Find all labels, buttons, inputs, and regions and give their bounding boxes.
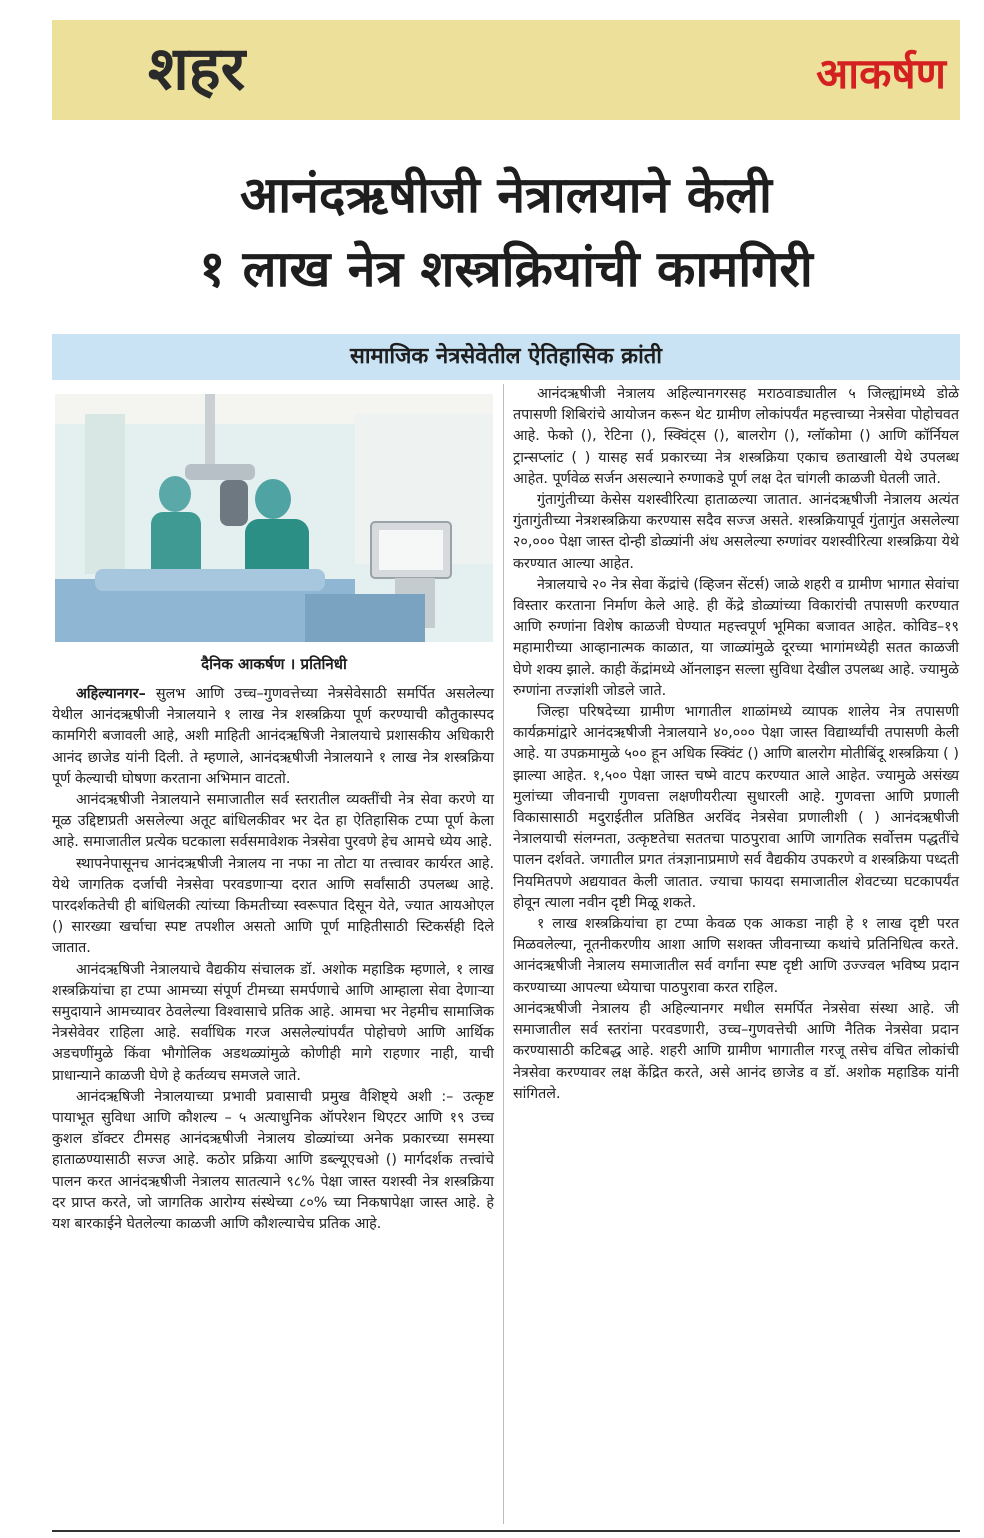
paragraph: आनंदऋषिजी नेत्रालयाच्या प्रभावी प्रवासाची प्रमुख वैशिष्ट्ये अशी :– उत्कृष्ट पायाभूत सुविधा आणि कौशल्य – ५ अत्याधुनिक ऑपरेशन थिएटर आणि १९ उच्च कुशल डॉक्टर टीमसह आनंदऋषीजी नेत्रालय डोळ्यांच्या अनेक प्रकारच्या समस्या हाताळण्यासाठी सज्ज आहे. कठोर प्रक्रिया आणि डब्ल्यूएचओ () मार्गदर्शक तत्त्वांचे पालन करत आनंदऋषीजी नेत्रालय सातत्याने ९८% पेक्षा जास्त यशस्वी नेत्र शस्त्रक्रिया दर प्राप्त करते, जो जागतिक आरोग्य संस्थेच्या ८०% च्या निकषापेक्षा जास्त आहे. हे यश बारकाईने घेतलेल्या काळजी आणि कौशल्याचेच प्रतिक आहे. xyxy=(52,1088,494,1233)
paragraph xyxy=(52,684,494,790)
paper-name: आकर्षण xyxy=(816,49,946,98)
dateline: अहिल्यानगर– xyxy=(76,686,146,702)
paragraph: आनंदऋषीजी नेत्रालय ही अहिल्यानगर मधील समर्पित नेत्रसेवा संस्था आहे. जी समाजातील सर्व स्तरांना परवडणारी, उच्च–गुणवत्तेची आणि नैतिक नेत्रसेवा प्रदान करण्यासाठी कटिबद्ध आहे. शहरी आणि ग्रामीण भागातील गरजू तसेच वंचित लोकांची नेत्रसेवा करण्यावर लक्ष केंद्रित करते, असे आनंद छाजेड व डॉ. अशोक महाडिक यांनी सांगितले. xyxy=(513,1000,959,1102)
column-divider xyxy=(503,384,504,1524)
paragraph: १ लाख शस्त्रक्रियांचा हा टप्पा केवळ एक आकडा नाही हे १ लाख दृष्टी परत मिळवलेल्या, नूतनीकरणीय आशा आणि सशक्त जीवनाच्या कथांचे प्रतिनिधित्व करते. आनंदऋषीजी नेत्रालय समाजातील सर्व वर्गांना स्पष्ट दृष्टी आणि उज्ज्वल भविष्य प्रदान करण्याच्या आपल्या ध्येयाचा पाठपुरावा करत राहिल. xyxy=(513,916,959,996)
bottom-rule xyxy=(52,1530,960,1532)
article-left-column xyxy=(52,684,494,1235)
paragraph: नेत्रालयाचे २० नेत्र सेवा केंद्रांचे (व्हिजन सेंटर्स) जाळे शहरी व ग्रामीण भागात सेवांचा विस्तार करताना निर्माण केले आहे. ही केंद्रे डोळ्यांच्या विकारांची तपासणी करण्यात आणि रुग्णांना विशेष काळजी घेण्यात महत्त्वपूर्ण भूमिका बजावत आहेत. कोविड–१९ महामारीच्या आव्हानात्मक काळात, या जाळ्यांमुळे दूरच्या भागांमध्येही सतत काळजी घेणे शक्य झाले. काही केंद्रांमध्ये ऑनलाइन सल्ला सुविधा देखील उपलब्ध आहे. ज्यामुळे रुग्णांना तज्ज्ञांशी जोडले जाते. xyxy=(513,576,959,699)
headline-line-1: आनंदऋषीजी नेत्रालयाने केली xyxy=(240,166,772,224)
paragraph-text: सुलभ आणि उच्च–गुणवत्तेच्या नेत्रसेवेसाठी समर्पित असलेल्या येथील आनंदऋषीजी नेत्रालयाने १ लाख नेत्र शस्त्रक्रिया पूर्ण करण्याची कौतुकास्पद कामगिरी बजावली आहे, अशी माहिती आनंदऋषिजी नेत्रालयाचे प्रशासकीय अधिकारी आनंद छाजेड यांनी दिली. ते म्हणाले, आनंदऋषीजी नेत्रालयाने १ लाख नेत्र शस्त्रक्रिया पूर्ण केल्याची घोषणा करताना अभिमान वाटतो. xyxy=(52,686,494,787)
operating-room-image xyxy=(55,394,493,642)
paragraph: जिल्हा परिषदेच्या ग्रामीण भागातील शाळांमध्ये व्यापक शालेय नेत्र तपासणी कार्यक्रमांद्वारे आनंदऋषीजी नेत्रालयाने ४०,००० पेक्षा जास्त विद्यार्थ्यांची तपासणी केली आहे. या उपक्रमामुळे ५०० हून अधिक स्क्विंट () आणि बालरोग मोतीबिंदू शस्त्रक्रिया ( ) झाल्या आहेत. १,५०० पेक्षा जास्त चष्मे वाटप करण्यात आले आहेत. ज्यामुळे असंख्य मुलांच्या जीवनाची गुणवत्ता लक्षणीयरीत्या सुधारली आहे. गुणवत्ता आणि प्रणाली विकासासाठी मदुराईतील प्रतिष्ठित अरविंद नेत्रसेवा प्रणालीशी ( ) आनंदऋषीजी नेत्रालयाची संलग्नता, उत्कृष्टतेचा सततचा पाठपुरावा आणि जागतिक सर्वोत्तम पद्धतींचे पालन दर्शवते. जगातील प्रगत तंत्रज्ञानाप्रमाणे सर्व वैद्यकीय उपकरणे व शस्त्रक्रिया पध्दती नियमितपणे अद्ययावत केली जातात. ज्याचा फायदा समाजातील शेवटच्या घटकापर्यंत होवून त्याला नवीन दृष्टी मिळू शकते. xyxy=(513,704,959,911)
headline xyxy=(52,158,960,306)
headline-line-2: १ लाख नेत्र शस्त्रक्रियांची कामगिरी xyxy=(199,240,813,298)
subheadline: सामाजिक नेत्रसेवेतील ऐतिहासिक क्रांती xyxy=(349,344,662,369)
paragraph: आनंदऋषिजी नेत्रालयाचे वैद्यकीय संचालक डॉ. अशोक महाडिक म्हणाले, १ लाख शस्त्रक्रियांचा हा टप्पा आमच्या संपूर्ण टीमच्या समर्पणाचे आणि आम्हाला सेवा देणाऱ्या समुदायाने आमच्यावर ठेवलेल्या विश्वासाचे प्रतिक आहे. आमचा भर नेहमीच सामाजिक नेत्रसेवेवर राहिला आहे. सर्वाधिक गरज असलेल्यांपर्यंत पोहोचणे आणि आर्थिक अडचणींमुळे किंवा भौगोलिक अडथळ्यांमुळे कोणीही मागे राहणार नाही, याची प्राधान्याने काळजी घेणे हे कर्तव्यच समजले जाते. xyxy=(52,961,495,1084)
paragraph: गुंतागुंतीच्या केसेस यशस्वीरित्या हाताळल्या जातात. आनंदऋषीजी नेत्रालय अत्यंत गुंतागुंतीच्या नेत्रशस्त्रक्रिया करण्यास सदैव सज्ज असते. शस्त्रक्रियापूर्व गुंतागुंत असलेल्या २०,००० पेक्षा जास्त दोन्ही डोळ्यांनी अंध असलेल्या रुग्णांवर यशस्वीरित्या शस्त्रक्रिया येथे करण्यात आल्या आहेत. xyxy=(513,492,959,572)
surgery-photo xyxy=(55,394,493,642)
paragraph: आनंदऋषीजी नेत्रालय अहिल्यानगरसह मराठवाड्यातील ५ जिल्ह्यांमध्ये डोळे तपासणी शिबिरांचे आयोजन करून थेट ग्रामीण लोकांपर्यंत महत्त्वाच्या नेत्रसेवा पोहोचवत आहे. फेको (), रेटिना (), स्क्विंट्स (), बालरोग (), ग्लॉकोमा () आणि कॉर्नियल ट्रान्सप्लांट ( ) यासह सर्व प्रकारच्या नेत्र शस्त्रक्रिया एकाच छताखाली येथे उपलब्ध आहेत. पूर्णवेळ सर्जन असल्याने रुग्णाकडे पूर्ण लक्ष देत चांगली काळजी घेतली जाते. xyxy=(513,386,959,487)
paragraph: आनंदऋषीजी नेत्रालयाने समाजातील सर्व स्तरातील व्यक्तींची नेत्र सेवा करणे या मूळ उद्दिष्टाप्रती असलेल्या अतूट बांधिलकीवर भर देत हा ऐतिहासिक टप्पा पूर्ण केला आहे. समाजातील प्रत्येक घटकाला सर्वसमावेशक नेत्रसेवा पुरवणे हेच आमचे ध्येय आहे. xyxy=(52,792,494,851)
paragraph: स्थापनेपासूनच आनंदऋषीजी नेत्रालय ना नफा ना तोटा या तत्त्वावर कार्यरत आहे. येथे जागतिक दर्जाची नेत्रसेवा परवडणाऱ्या दरात आणि सर्वांसाठी उपलब्ध आहे. पारदर्शकतेची ही बांधिलकी त्यांच्या किमतीच्या स्वरूपात दिसून येते, ज्यात आयओएल () सारख्या खर्चाचा स्पष्ट तपशील असतो आणि पूर्ण माहितीसाठी स्टिकर्सही दिले जातात. xyxy=(52,855,494,957)
article-right-column xyxy=(513,384,959,1105)
photo-caption: दैनिक आकर्षण । प्रतिनिधी xyxy=(201,655,347,673)
section-banner xyxy=(52,20,960,120)
subheadline-bar xyxy=(52,334,960,380)
section-name: शहर xyxy=(148,34,246,104)
